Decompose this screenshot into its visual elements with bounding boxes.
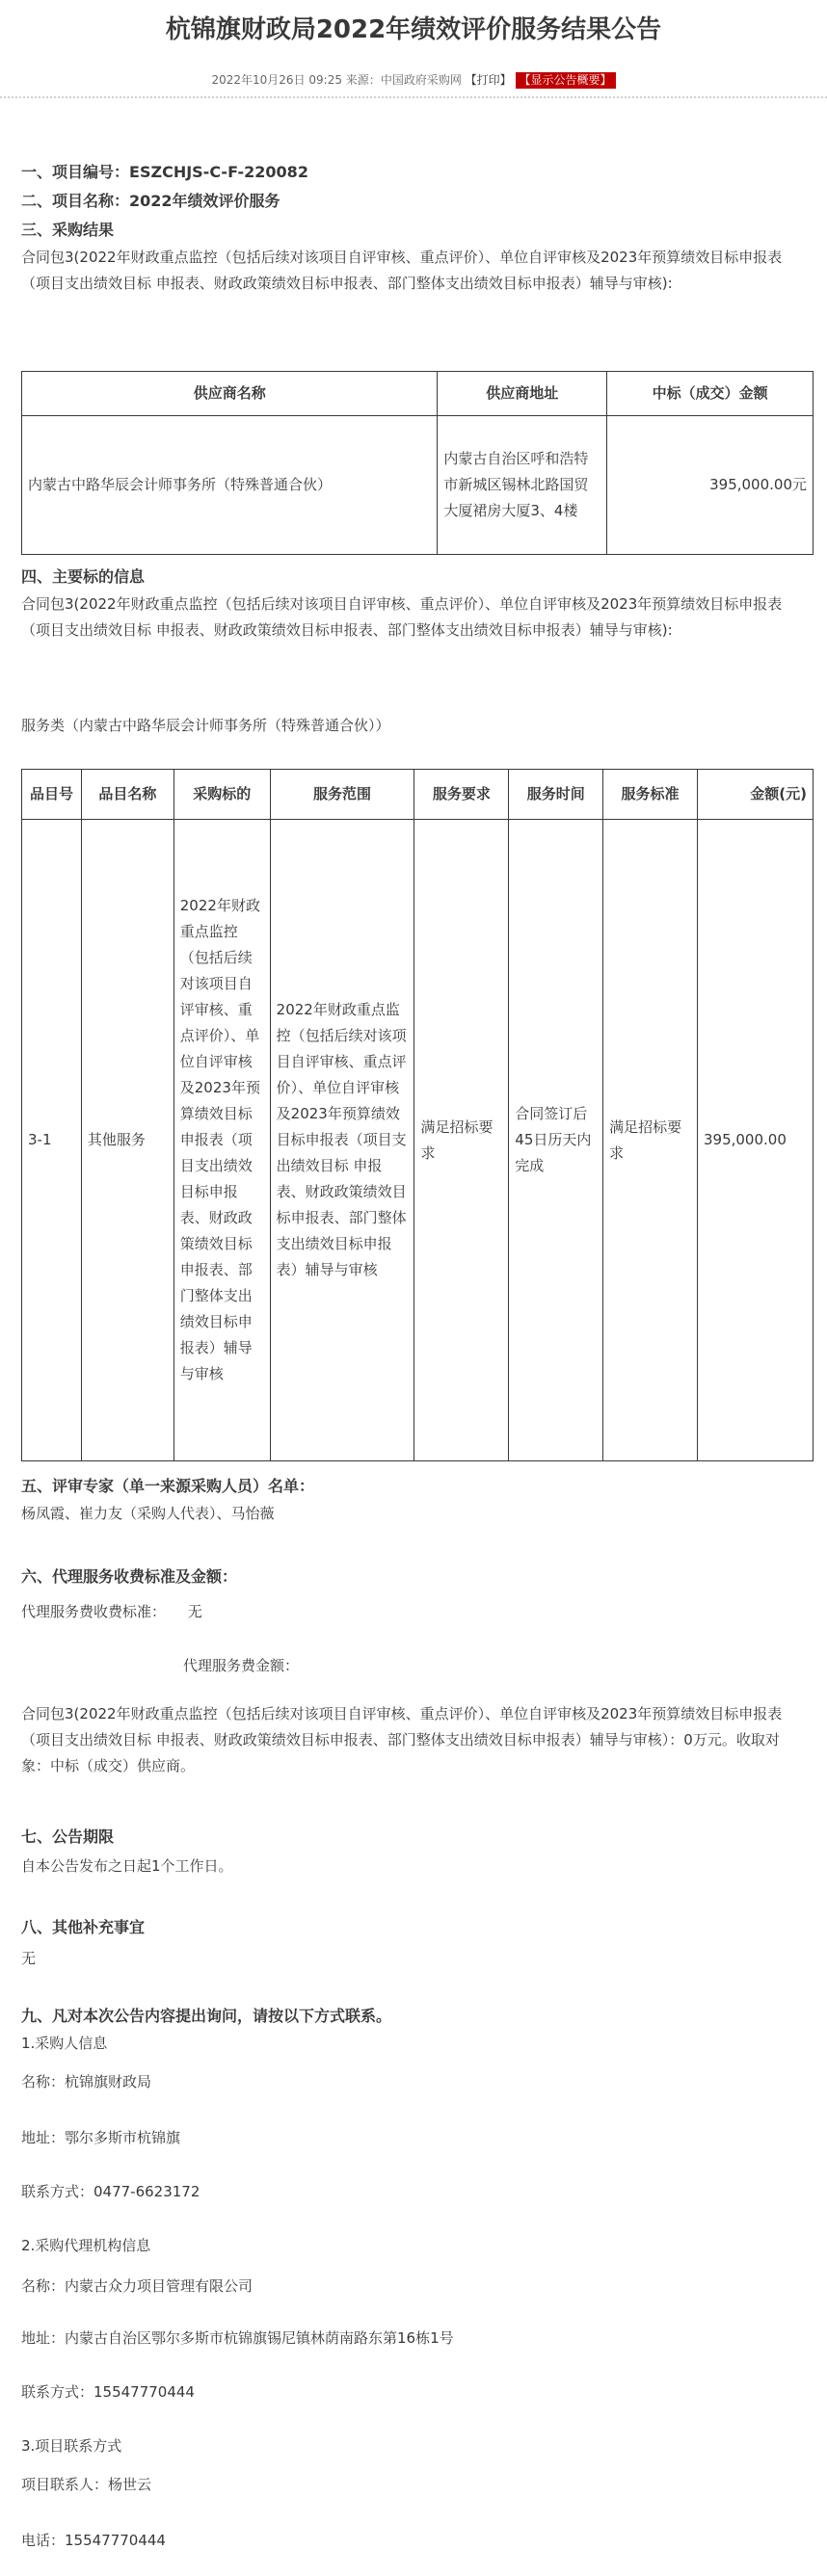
section-experts: 五、评审专家（单一来源采购人员）名单： [21,1477,315,1495]
source-name: 中国政府采购网 [380,73,462,87]
scope: 2022年财政重点监控（包括后续对该项目自评审核、重点评价）、单位自评审核及2023年预算绩效目标申报表（项目支出绩效目标 申报表、财政政策绩效目标申报表、部门整体支出绩效目标申报表）辅导与审核 [270,820,414,1461]
service-time: 合同签订后45日历天内完成 [509,820,603,1461]
purchaser-contact: 联系方式：0477-6623172 [21,2183,200,2200]
time-header: 服务时间 [509,770,603,820]
other-text: 无 [21,1950,37,1967]
section-procurement-result: 三、采购结果 [21,221,115,239]
amount-header: 金额(元) [697,770,813,820]
subject-header: 采购标的 [173,770,270,820]
project-contact-person: 项目联系人：杨世云 [21,2476,152,2493]
fee-standard-value: 无 [187,1603,202,1620]
agency-title: 2.采购代理机构信息 [21,2237,151,2254]
supplier-address-header: 供应商地址 [438,372,607,416]
supplier-name: 内蒙古中路华辰会计师事务所（特殊普通合伙） [22,416,438,555]
result-intro: 合同包3(2022年财政重点监控（包括后续对该项目自评审核、重点评价）、单位自评审核及2023年预算绩效目标申报表（项目支出绩效目标 申报表、财政政策绩效目标申报表、部门整体支出绩效目标申报表）辅导与审核): [21,249,783,292]
service-category: 服务类（内蒙古中路华辰会计师事务所（特殊普通合伙）） [21,717,390,734]
agency-contact: 联系方式：15547770444 [21,2383,195,2401]
table-row [22,416,814,555]
supplier-name-header: 供应商名称 [22,372,438,416]
fee-amount-label: 代理服务费金额： [183,1657,300,1674]
item-code: 3-1 [22,820,82,1461]
subject: 2022年财政重点监控（包括后续对该项目自评审核、重点评价）、单位自评审核及2023年预算绩效目标申报表（项目支出绩效目标申报表、财政政策绩效目标申报表、部门整体支出绩效目标申报表）辅导与审核 [173,820,270,1461]
service-standard: 满足招标要求 [603,820,698,1461]
requirement: 满足招标要求 [414,820,509,1461]
section-contact: 九、凡对本次公告内容提出询问，请按以下方式联系。 [21,2007,392,2025]
item-amount: 395,000.00 [697,820,813,1461]
project-name [21,189,280,211]
source-label: 来源： [345,73,381,87]
section-main-subject: 四、主要标的信息 [21,567,146,586]
project-number-value: ESZCHJS-C-F-220082 [129,163,308,181]
section-notice-period: 七、公告期限 [21,1827,115,1846]
project-contact-title: 3.项目联系方式 [21,2437,122,2455]
item-code-header: 品目号 [22,770,82,820]
fee-standard [21,1599,202,1625]
show-summary-button[interactable]: 【显示公告概要】 [516,72,616,89]
fee-standard-label: 代理服务费收费标准： [21,1603,167,1620]
item-name: 其他服务 [81,820,173,1461]
meta-bar [0,71,827,89]
supplier-table-header [22,372,814,416]
purchaser-name: 名称：杭锦旗财政局 [21,2073,152,2090]
agency-name: 名称：内蒙古众力项目管理有限公司 [21,2277,253,2295]
header-divider [0,96,827,98]
supplier-address: 内蒙古自治区呼和浩特市新城区锡林北路国贸大厦裙房大厦3、4楼 [438,416,607,555]
subject-table-header [22,770,814,820]
project-number [21,160,308,182]
section-other: 八、其他补充事宜 [21,1918,146,1936]
project-name-value: 2022年绩效评价服务 [129,192,280,210]
section-agency-fee: 六、代理服务收费标准及金额： [21,1567,238,1586]
project-number-label: 一、项目编号： [21,163,130,181]
scope-header: 服务范围 [270,770,414,820]
expert-names: 杨凤霞、崔力友（采购人代表）、马怡薇 [21,1505,275,1522]
item-name-header: 品目名称 [81,770,173,820]
standard-header: 服务标准 [603,770,698,820]
purchaser-title: 1.采购人信息 [21,2035,108,2052]
supplier-table [21,371,814,555]
award-amount-header: 中标（成交）金额 [607,372,814,416]
project-name-label: 二、项目名称： [21,192,130,210]
award-amount: 395,000.00元 [607,416,814,555]
page-title: 杭锦旗财政局2022年绩效评价服务结果公告 [165,15,662,44]
project-contact-phone: 电话：15547770444 [21,2532,166,2549]
subject-intro: 合同包3(2022年财政重点监控（包括后续对该项目自评审核、重点评价）、单位自评审核及2023年预算绩效目标申报表（项目支出绩效目标 申报表、财政政策绩效目标申报表、部门整体支出绩效目标申报表）辅导与审核): [21,595,783,639]
subject-table [21,769,814,1461]
fee-detail: 合同包3(2022年财政重点监控（包括后续对该项目自评审核、重点评价）、单位自评审核及2023年预算绩效目标申报表（项目支出绩效目标 申报表、财政政策绩效目标申报表、部门整体支出绩效目标申报表）辅导与审核）：0万元。收取对象：中标（成交）供应商。 [21,1705,783,1774]
table-row [22,820,814,1461]
purchaser-address: 地址：鄂尔多斯市杭锦旗 [21,2129,181,2146]
agency-address: 地址：内蒙古自治区鄂尔多斯市杭锦旗锡尼镇林荫南路东第16栋1号 [21,2329,454,2347]
notice-period-text: 自本公告发布之日起1个工作日。 [21,1857,233,1875]
print-button[interactable]: 【打印】 [465,73,512,87]
publish-datetime: 2022年10月26日 09:25 [211,73,342,87]
requirement-header: 服务要求 [414,770,509,820]
